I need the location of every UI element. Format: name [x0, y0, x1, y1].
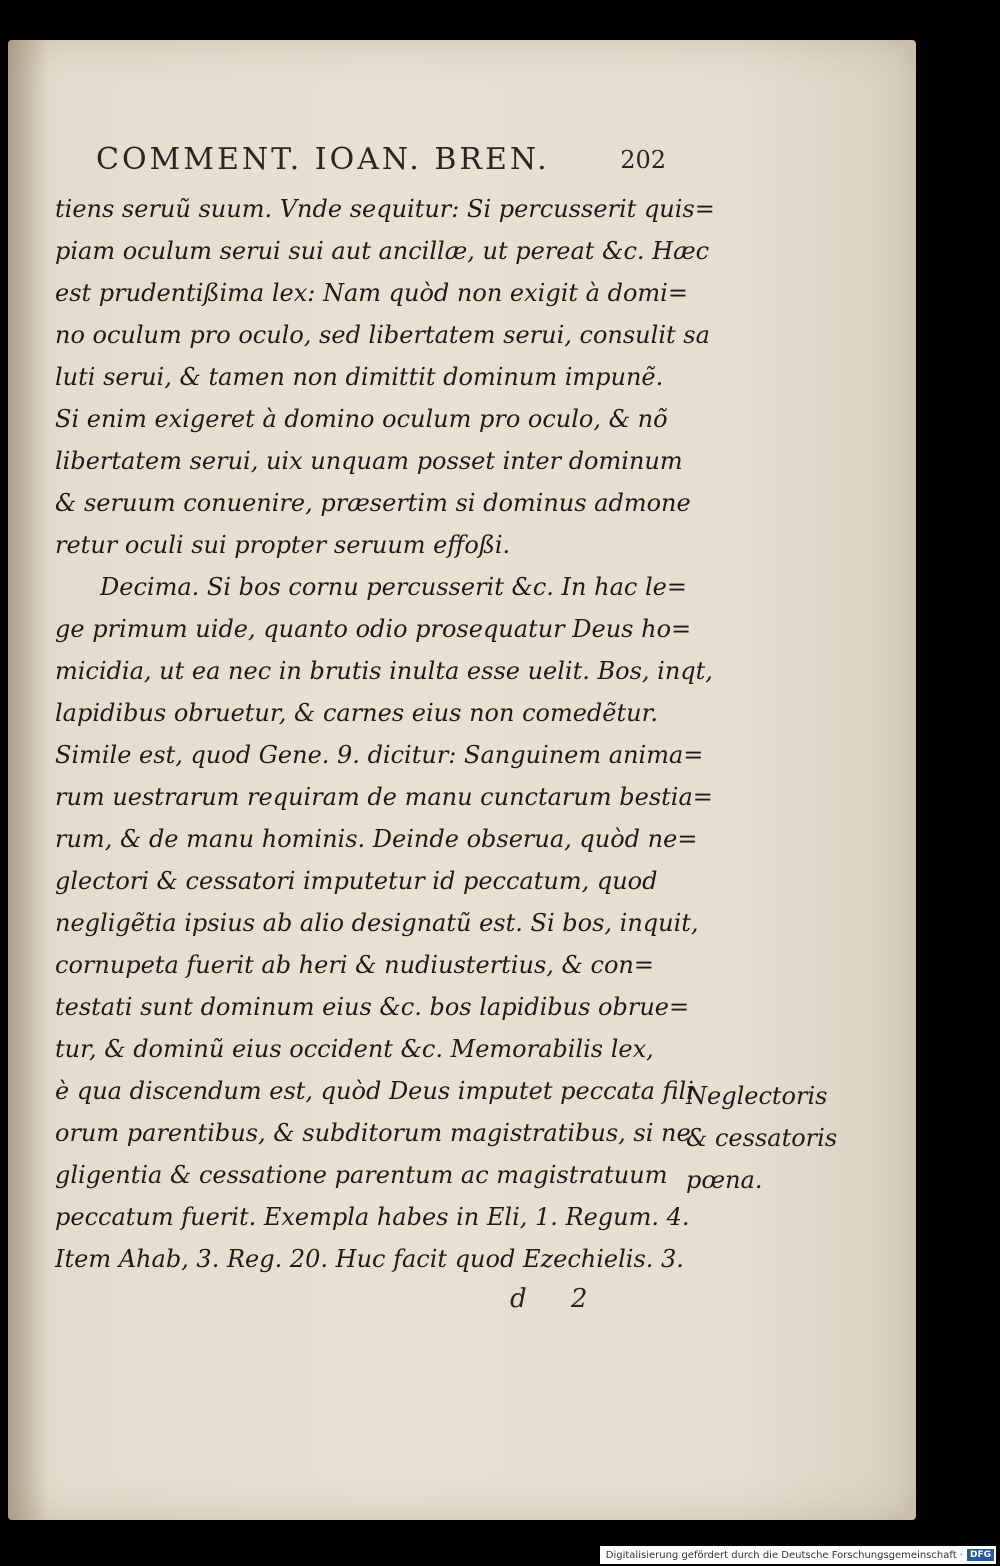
marginal-note-line: & cessatoris [686, 1124, 838, 1152]
text-line: lapidibus obruetur, & carnes eius non comedẽtur. [55, 699, 659, 727]
running-head [96, 142, 676, 182]
body-text [55, 188, 715, 1280]
text-line: est prudentißima lex: Nam quòd non exigit à domi= [55, 279, 688, 307]
text-line: orum parentibus, & subditorum magistratibus, si ne [55, 1119, 691, 1147]
text-line: Item Ahab, 3. Reg. 20. Huc facit quod Ezechielis. 3. [55, 1245, 684, 1273]
text-line: no oculum pro oculo, sed libertatem serui, consulit sa [55, 321, 710, 349]
text-line: è qua discendum est, quòd Deus imputet peccata fili [55, 1077, 694, 1105]
text-line: rum, & de manu hominis. Deinde obserua, quòd ne= [55, 825, 698, 853]
text-line: negligẽtia ipsius ab alio designatũ est. Si bos, inquit, [55, 909, 699, 937]
digitization-footer [600, 1546, 996, 1564]
text-line: testati sunt dominum eius &c. bos lapidibus obrue= [55, 993, 690, 1021]
text-line: rum uestrarum requiram de manu cunctarum bestia= [55, 783, 713, 811]
text-line: libertatem serui, uix unquam posset inter dominum [55, 447, 683, 475]
text-line: peccatum fuerit. Exempla habes in Eli, 1. Regum. 4. [55, 1203, 690, 1231]
marginal-note [686, 1075, 886, 1201]
text-line: Decima. Si bos cornu percusserit &c. In hac le= [100, 573, 687, 601]
marginal-note-line: pœna. [686, 1166, 763, 1194]
text-line: gligentia & cessatione parentum ac magistratuum [55, 1161, 668, 1189]
text-line: retur oculi sui propter seruum effoßi. [55, 531, 511, 559]
text-line: micidia, ut ea nec in brutis inulta esse uelit. Bos, inqt, [55, 657, 713, 685]
text-line: luti serui, & tamen non dimittit dominum impunẽ. [55, 363, 664, 391]
marginal-note-line: Neglectoris [686, 1082, 828, 1110]
gutter-shadow [8, 40, 48, 1520]
text-line: piam oculum serui sui aut ancillæ, ut pereat &c. Hæc [55, 237, 710, 265]
text-line: Simile est, quod Gene. 9. dicitur: Sanguinem anima= [55, 741, 704, 769]
footer-credit: Digitalisierung gefördert durch die Deutsche Forschungsgemeinschaft · [605, 1549, 963, 1561]
text-line: glectori & cessatori imputetur id peccatum, quod [55, 867, 658, 895]
text-line: tiens seruũ suum. Vnde sequitur: Si percusserit quis= [55, 195, 715, 223]
signature-mark: d 2 [510, 1284, 606, 1314]
text-line: Si enim exigeret à domino oculum pro oculo, & nõ [55, 405, 668, 433]
page-number: 202 [620, 146, 666, 174]
text-line: & seruum conuenire, præsertim si dominus admone [55, 489, 691, 517]
text-line: cornupeta fuerit ab heri & nudiustertius, & con= [55, 951, 654, 979]
dfg-logo: DFG [967, 1549, 994, 1561]
text-line: tur, & dominũ eius occident &c. Memorabilis lex, [55, 1035, 654, 1063]
text-line: ge primum uide, quanto odio prosequatur Deus ho= [55, 615, 692, 643]
running-title: COMMENT. IOAN. BREN. [96, 142, 550, 177]
